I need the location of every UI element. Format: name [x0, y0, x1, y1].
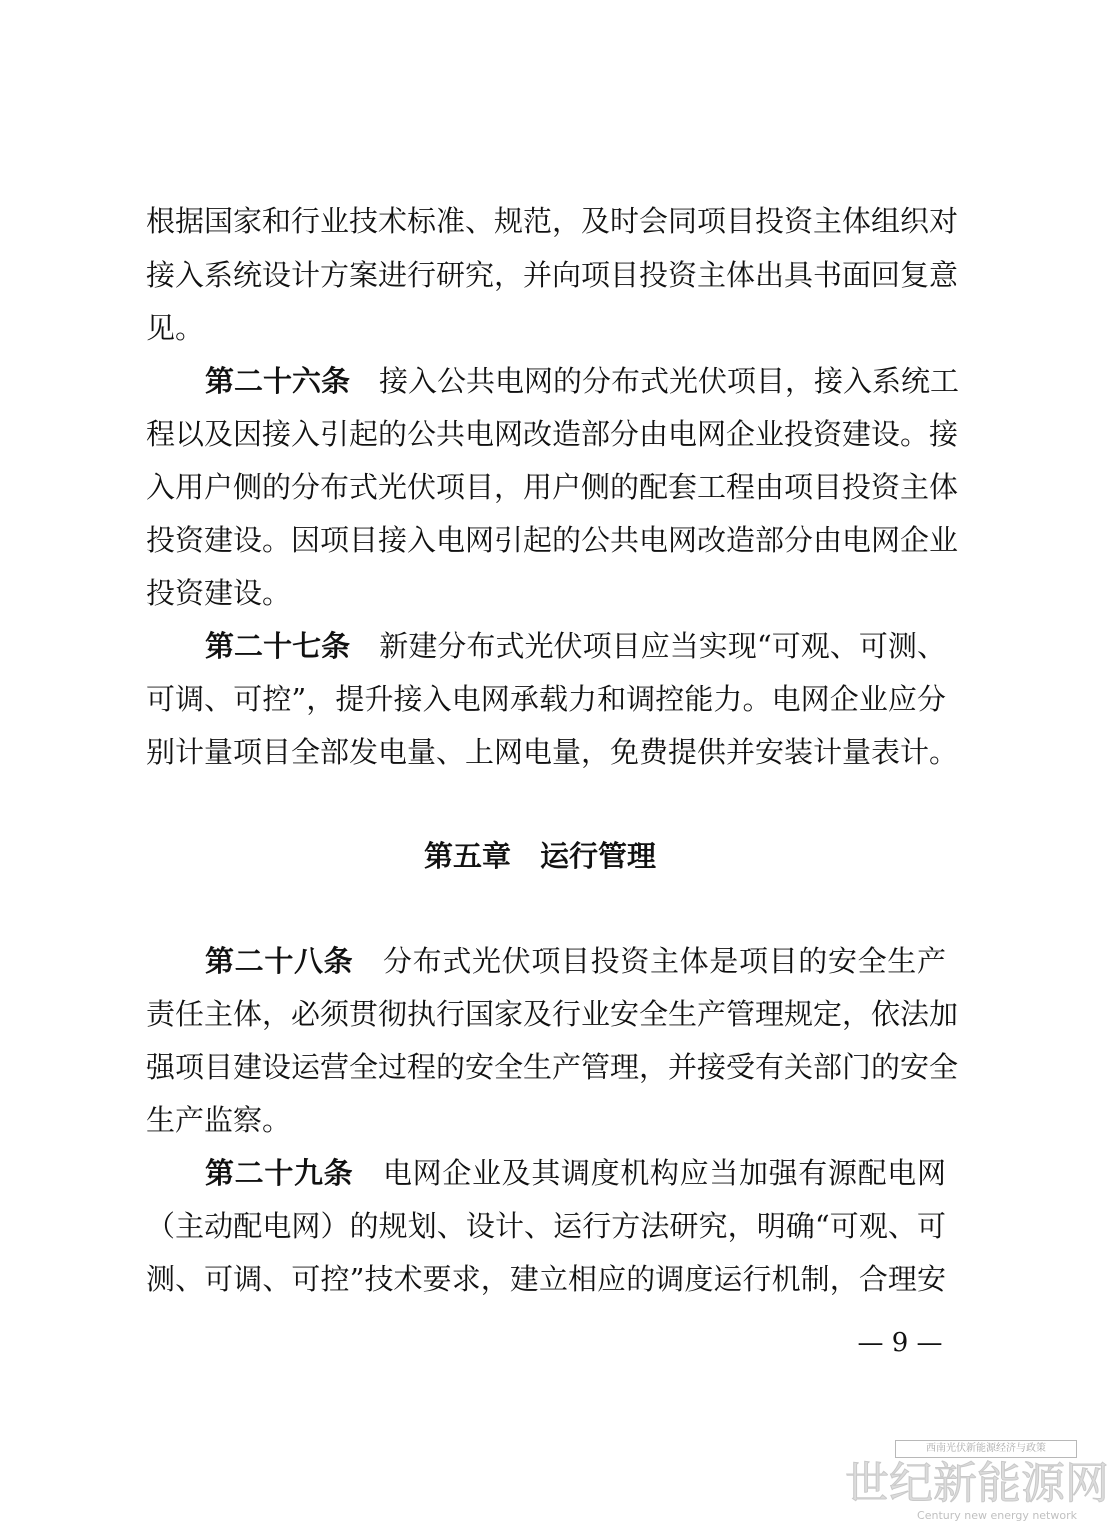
- text-line: 程以及因接入引起的公共电网改造部分由电网企业投资建设。接: [146, 417, 959, 451]
- text-line: （主动配电网）的规划、设计、运行方法研究，明确“可观、可: [146, 1209, 946, 1243]
- watermark-logo-text: 世纪新能源网: [845, 1458, 1109, 1509]
- text-line: 见。: [146, 311, 205, 345]
- article-26-label: 第二十六条: [205, 364, 351, 398]
- article-29-label: 第二十九条: [205, 1156, 354, 1190]
- watermark: [845, 1440, 1109, 1525]
- text-line: 入用户侧的分布式光伏项目，用户侧的配套工程由项目投资主体: [146, 470, 959, 504]
- article-29-text: 电网企业及其调度机构应当加强有源配电网: [383, 1156, 946, 1190]
- article-28-text: 分布式光伏项目投资主体是项目的安全生产: [383, 944, 946, 978]
- text-line: 责任主体，必须贯彻执行国家及行业安全生产管理规定，依法加: [146, 997, 959, 1031]
- article-26-first-line: [205, 359, 960, 403]
- article-27-label: 第二十七条: [205, 629, 351, 663]
- page-number: — 9 —: [857, 1328, 943, 1358]
- article-29-first-line: [205, 1151, 946, 1195]
- text-line: 接入系统设计方案进行研究，并向项目投资主体出具书面回复意: [146, 258, 959, 292]
- text-line: 可调、可控”，提升接入电网承载力和调控能力。电网企业应分: [146, 682, 946, 716]
- text-line: 生产监察。: [146, 1103, 292, 1137]
- article-27-text: 新建分布式光伏项目应当实现“可观、可测、: [379, 629, 946, 663]
- text-line: 投资建设。: [146, 576, 292, 610]
- text-line: 根据国家和行业技术标准、规范，及时会同项目投资主体组织对: [146, 204, 959, 238]
- text-line: 投资建设。因项目接入电网引起的公共电网改造部分由电网企业: [146, 523, 959, 557]
- watermark-top-text: 西南光伏新能源经济与政策: [895, 1440, 1077, 1458]
- text-line: 强项目建设运营全过程的安全生产管理，并接受有关部门的安全: [146, 1050, 959, 1084]
- chapter-title: 第五章 运行管理: [423, 839, 656, 873]
- text-line: 测、可调、可控”技术要求，建立相应的调度运行机制，合理安: [146, 1262, 946, 1296]
- text-line: 别计量项目全部发电量、上网电量，免费提供并安装计量表计。: [146, 735, 959, 769]
- article-28-label: 第二十八条: [205, 944, 354, 978]
- article-28-first-line: [205, 939, 946, 983]
- article-27-first-line: [205, 624, 946, 668]
- article-26-text: 接入公共电网的分布式光伏项目，接入系统工: [379, 364, 960, 398]
- watermark-subtitle: Century new energy network: [917, 1509, 1077, 1522]
